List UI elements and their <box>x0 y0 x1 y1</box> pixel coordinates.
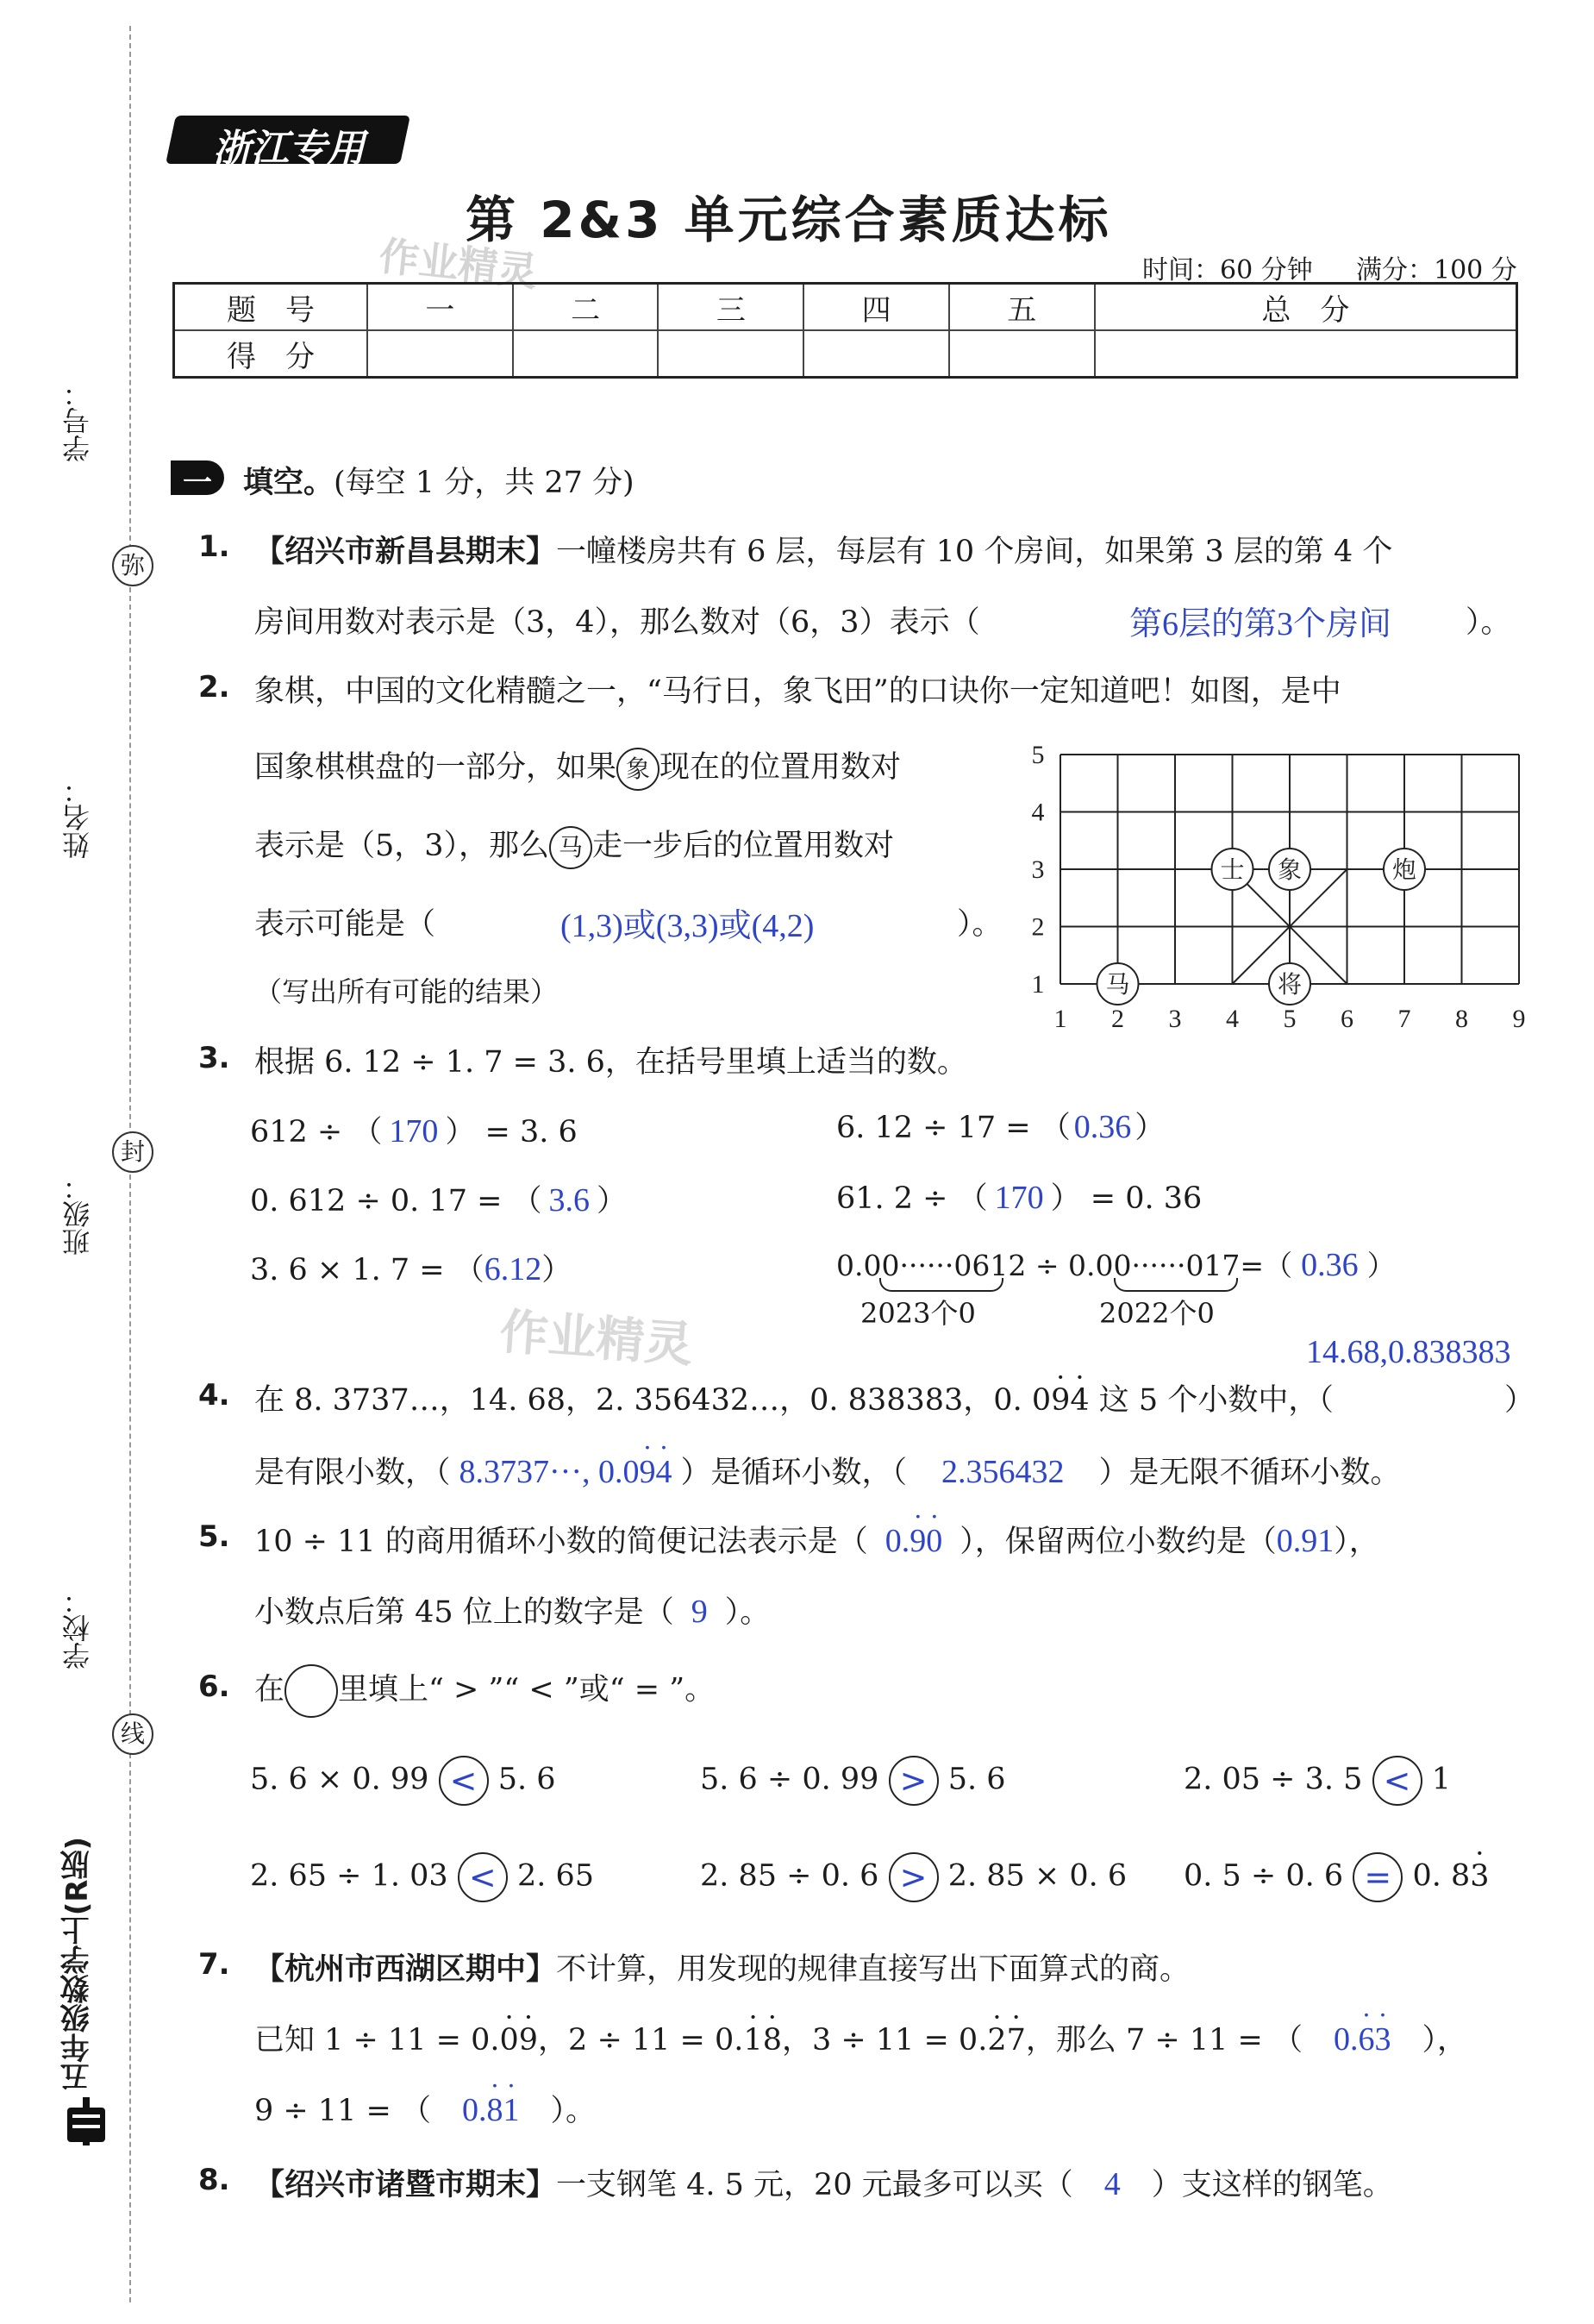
q5-answer-1-dot2: 0 · <box>926 1523 942 1559</box>
q8-answer[interactable]: 4 <box>1103 2166 1121 2202</box>
q3-eq5-pre: 3. 6 × 1. 7 = （ <box>250 1253 484 1287</box>
q4-dot-digit-2: 4 · <box>1070 1383 1089 1418</box>
q3-eq1-pre: 612 ÷ （ <box>250 1115 383 1149</box>
score-header-cell: 一 <box>367 284 513 331</box>
q2-number: 2. <box>198 670 230 705</box>
q7-d1a: 0 · <box>499 2023 518 2058</box>
chess-piece-label: 炮 <box>1391 855 1417 884</box>
q4-number: 4. <box>198 1378 230 1413</box>
q3-ans5[interactable]: 6.12 <box>484 1251 542 1287</box>
q7-line1 <box>254 1945 1190 1989</box>
q4-text1c: ） <box>1504 1383 1535 1418</box>
score-header-cell: 四 <box>803 284 949 331</box>
q3-number: 3. <box>198 1041 230 1075</box>
board-x-label: 7 <box>1397 1005 1411 1033</box>
seal-feng: 封 <box>112 1131 153 1173</box>
q4-answer-2-dot2: 4 · <box>655 1454 672 1490</box>
score-table <box>172 282 1518 379</box>
q1-text1: 一幢楼房共有 6 层，每层有 10 个房间，如果第 3 层的第 4 个 <box>556 535 1393 569</box>
board-y-label: 2 <box>1031 912 1045 942</box>
q5-text1c: ）， <box>1334 1525 1379 1559</box>
q7-d3b: 7 · <box>1007 2023 1026 2058</box>
q1-answer[interactable]: 第6层的第3个房间 <box>1129 606 1392 642</box>
q2-text4a: 表示可能是（ <box>254 907 436 942</box>
score-cell[interactable] <box>367 330 513 378</box>
q7-text3a: 9 ÷ 11 = （ <box>254 2094 431 2128</box>
board-y-label: 1 <box>1031 970 1045 999</box>
chess-piece-label: 将 <box>1277 970 1303 999</box>
q3-ans2[interactable]: 0.36 <box>1073 1109 1132 1145</box>
q3-eq5 <box>250 1246 572 1289</box>
chess-piece-label: 象 <box>1277 855 1303 884</box>
score-header-cell: 五 <box>949 284 1095 331</box>
q4-text2b: ）是循环小数，（ <box>680 1456 907 1490</box>
q6-item-4-compare[interactable]: < <box>458 1852 508 1902</box>
q3-ans3[interactable]: 3.6 <box>548 1182 591 1218</box>
q6-item-1-compare[interactable]: < <box>439 1756 489 1806</box>
q2-text3a: 表示是（5，3），那么 <box>254 829 550 863</box>
q2-line2 <box>254 743 901 791</box>
seal-mi: 弥 <box>112 545 153 586</box>
q6-item-2-right: 5. 6 <box>947 1762 1006 1797</box>
score-header-cell: 三 <box>658 284 803 331</box>
board-x-label: 8 <box>1455 1005 1468 1033</box>
q3-eq2 <box>836 1104 1165 1147</box>
q6-item-5-left: 2. 85 ÷ 0. 6 <box>700 1858 879 1894</box>
q3-brace-label-2: 2022个0 <box>1099 1297 1215 1330</box>
q4-answer-top[interactable]: 14.68,0.838383 <box>1306 1334 1511 1370</box>
q6-item-4-left: 2. 65 ÷ 1. 03 <box>250 1858 448 1894</box>
side-label-banji: 班级： <box>61 1173 94 1256</box>
q5-answer-1[interactable] <box>868 1523 960 1559</box>
board-y-label: 5 <box>1031 741 1045 769</box>
q7-line3 <box>254 2087 596 2130</box>
section-title <box>243 459 634 502</box>
q4-text2a: 是有限小数，（ <box>254 1456 451 1490</box>
q3-eq4-pre: 61. 2 ÷ （ <box>836 1181 988 1216</box>
seal-xian: 线 <box>112 1713 153 1755</box>
score-header-cell: 题 号 <box>174 284 368 331</box>
q4-text2c: ）是无限不循环小数。 <box>1098 1456 1401 1490</box>
q8-number: 8. <box>198 2163 230 2197</box>
q5-answer-3[interactable]: 9 <box>691 1594 708 1630</box>
q2-text5: （写出所有可能的结果） <box>254 975 559 1008</box>
region-badge-text: 浙江专用 <box>213 127 365 171</box>
exam-full-score: 满分：100 分 <box>1356 255 1517 285</box>
q6-number: 6. <box>198 1669 230 1704</box>
q7-answer-1-main: 0. <box>1333 2021 1359 2058</box>
side-label-xingming: 姓名： <box>61 776 94 859</box>
q5-answer-1-dot1: 9 · <box>910 1523 926 1559</box>
q3-eq4-post: ） = 0. 36 <box>1050 1181 1203 1216</box>
q2-text3b: 走一步后的位置用数对 <box>592 829 895 863</box>
q7-answer-2-dot2: 1 · <box>503 2092 519 2128</box>
q5-line2 <box>254 1588 770 1632</box>
q6-item-4 <box>250 1852 594 1902</box>
watermark: 作业精灵 <box>377 232 541 296</box>
q4-text1a: 在 8. 3737…，14. 68，2. 356432…，0. 838383，0. 0 <box>254 1383 1052 1418</box>
q6-item-6-compare[interactable]: = <box>1353 1852 1403 1902</box>
board-x-label: 4 <box>1226 1005 1239 1033</box>
q6-item-5-compare[interactable]: > <box>889 1852 939 1902</box>
q2-line1: 象棋，中国的文化精髓之一，“马行日，象飞田”的口诀你一定知道吧！如图，是中 <box>254 674 1341 709</box>
q5-text2a: 小数点后第 45 位上的数字是（ <box>254 1595 674 1630</box>
score-cell[interactable] <box>1095 330 1517 378</box>
q4-answer-2-main: 8.3737···, 0.0 <box>459 1454 640 1490</box>
q7-d2b: 8 · <box>763 2023 782 2058</box>
page-title: 第 2&3 单元综合素质达标 <box>466 191 1112 249</box>
q5-text1b: ），保留两位小数约是（ <box>960 1525 1277 1559</box>
board-x-label: 3 <box>1168 1005 1182 1033</box>
q6-item-2 <box>700 1756 1006 1806</box>
q4-text1b: 这 5 个小数中，（ <box>1098 1383 1334 1418</box>
q3-eq3-post: ） <box>597 1184 628 1218</box>
score-cell[interactable] <box>658 330 803 378</box>
score-table-header-row <box>174 284 1517 331</box>
q8-tag: 【绍兴市诸暨市期末】 <box>254 2167 557 2202</box>
q3-ans4[interactable]: 170 <box>994 1180 1044 1216</box>
q6-stem-a: 在 <box>254 1672 285 1707</box>
q5-number: 5. <box>198 1519 230 1554</box>
q7-text2e: ）， <box>1422 2023 1467 2058</box>
q2-text2b: 现在的位置用数对 <box>659 750 902 785</box>
board-x-label: 9 <box>1512 1005 1526 1033</box>
board-y-label: 3 <box>1031 855 1045 884</box>
chess-piece-label: 士 <box>1220 855 1245 884</box>
q3-ans1[interactable]: 170 <box>389 1113 439 1149</box>
q3-ans6[interactable]: 0.36 <box>1301 1247 1359 1283</box>
q7-text2b: ，2 ÷ 11 = 0. <box>538 2023 744 2058</box>
q6-item-6 <box>1184 1852 1490 1902</box>
q3-eq2-post: ） <box>1135 1111 1166 1145</box>
board-y-label: 4 <box>1031 798 1045 827</box>
q3-eq6-pre: 0.00······0612 ÷ 0.00······017=（ <box>836 1249 1293 1282</box>
q3-eq1 <box>250 1108 578 1151</box>
side-book-title: 五年级数学上(R版) <box>60 1837 95 2092</box>
section-mark-text: 一 <box>183 466 212 500</box>
q8-text1b: ）支这样的钢笔。 <box>1151 2168 1393 2202</box>
q6-item-5-right: 2. 85 × 0. 6 <box>947 1858 1128 1894</box>
q2-line3 <box>254 822 894 869</box>
q4-dot-digit-1: 9 · <box>1051 1383 1070 1418</box>
q4-line1 <box>254 1376 1334 1419</box>
q8-line1 <box>254 2161 1393 2204</box>
q6-item-3 <box>1184 1756 1451 1806</box>
board-x-label: 2 <box>1111 1005 1124 1033</box>
q2-answer[interactable]: (1,3)或(3,3)或(4,2) <box>560 908 815 944</box>
q2-text2a: 国象棋棋盘的一部分，如果 <box>254 750 617 785</box>
q7-d1b: 9 · <box>519 2023 538 2058</box>
score-cell[interactable] <box>803 330 949 378</box>
q3-stem: 根据 6. 12 ÷ 1. 7 = 3. 6，在括号里填上适当的数。 <box>254 1045 967 1080</box>
q4-answer-3[interactable]: 2.356432 <box>941 1454 1065 1490</box>
q6-item-6-left: 0. 5 ÷ 0. 6 <box>1184 1858 1344 1894</box>
q1-text2a: 房间用数对表示是（3，4），那么数对（6，3）表示（ <box>254 605 980 640</box>
piece-ma-inline: 马 <box>549 826 592 869</box>
watermark-2: 作业精灵 <box>497 1304 695 1374</box>
q3-brace-label-1: 2023个0 <box>860 1297 976 1330</box>
q7-text1: 不计算，用发现的规律直接写出下面算式的商。 <box>556 1952 1191 1987</box>
exam-time: 时间：60 分钟 <box>1142 255 1313 285</box>
q6-stem-b: 里填上“ > ”“ < ”或“ = ”。 <box>338 1672 716 1707</box>
q1-line1 <box>254 528 1392 571</box>
q6-item-1 <box>250 1756 556 1806</box>
board-x-label: 5 <box>1283 1005 1297 1033</box>
q7-number: 7. <box>198 1947 230 1982</box>
q6-item-1-right: 5. 6 <box>497 1762 556 1797</box>
section-note: (每空 1 分，共 27 分) <box>334 466 634 500</box>
side-label-xuexiao: 学校： <box>61 1587 94 1669</box>
q7-tag: 【杭州市西湖区期中】 <box>254 1951 557 1987</box>
q6-item-1-left: 5. 6 × 0. 99 <box>250 1762 429 1797</box>
chess-board <box>1026 737 1543 1048</box>
q7-d3a: 2 · <box>987 2023 1006 2058</box>
q7-text2c: ，3 ÷ 11 = 0. <box>781 2023 988 2058</box>
q7-line2 <box>254 2016 1467 2059</box>
q3-brace-2 <box>1114 1278 1238 1292</box>
score-table-score-row <box>174 330 1517 378</box>
q3-eq1-post: ） = 3. 6 <box>445 1115 578 1149</box>
q7-d2a: 1 · <box>743 2023 762 2058</box>
q3-eq6-post: ） <box>1366 1249 1396 1282</box>
score-header-cell: 总 分 <box>1095 284 1517 331</box>
q5-text1a: 10 ÷ 11 的商用循环小数的简便记法表示是（ <box>254 1525 868 1559</box>
q7-text2a: 已知 1 ÷ 11 = 0. <box>254 2023 500 2058</box>
q3-eq2-pre: 6. 12 ÷ 17 = （ <box>836 1111 1071 1145</box>
q6-item-5 <box>700 1852 1127 1902</box>
q5-answer-1-main: 0. <box>885 1523 910 1559</box>
q7-answer-2-dot1: 8 · <box>486 2092 503 2128</box>
score-cell[interactable] <box>513 330 659 378</box>
q7-answer-2-main: 0. <box>461 2092 487 2128</box>
q3-brace-1 <box>879 1278 1003 1292</box>
q5-text2b: ）。 <box>724 1595 771 1630</box>
q4-answer-2[interactable] <box>451 1454 681 1490</box>
q3-eq3-pre: 0. 612 ÷ 0. 17 = （ <box>250 1184 542 1218</box>
q3-eq3 <box>250 1177 627 1220</box>
section-title-text: 填空。 <box>243 466 334 500</box>
q6-item-6-dot: 3 · <box>1470 1859 1489 1894</box>
piece-xiang-inline: 象 <box>616 748 659 791</box>
side-label-xuehao: 学号： <box>61 379 94 462</box>
q4-line2 <box>254 1449 1401 1492</box>
q6-item-2-compare[interactable]: > <box>889 1756 939 1806</box>
book-logo-icon <box>60 2095 112 2147</box>
q1-tag: 【绍兴市新昌县期末】 <box>254 534 557 569</box>
q6-item-2-left: 5. 6 ÷ 0. 99 <box>700 1762 879 1797</box>
q6-item-3-compare[interactable]: < <box>1372 1756 1422 1806</box>
q6-blank-circle-icon <box>284 1664 338 1718</box>
board-x-label: 6 <box>1341 1005 1353 1033</box>
score-header-cell: 二 <box>513 284 659 331</box>
q1-number: 1. <box>198 529 230 564</box>
q1-text2b: ）。 <box>1466 605 1511 640</box>
q7-text2d: ，那么 7 ÷ 11 = （ <box>1025 2023 1303 2058</box>
q6-item-6-right: 0. 8 <box>1412 1858 1471 1894</box>
q5-line1 <box>254 1518 1379 1561</box>
q6-stem <box>254 1664 715 1718</box>
q7-text3b: ）。 <box>550 2094 596 2128</box>
q6-item-4-right: 2. 65 <box>516 1858 595 1894</box>
chess-piece-label: 马 <box>1105 970 1130 999</box>
q3-eq5-post: ） <box>541 1253 572 1287</box>
q8-text1a: 一支钢笔 4. 5 元，20 元最多可以买（ <box>556 2168 1073 2202</box>
q4-answer-2-dot1: 9 · <box>639 1454 655 1490</box>
q3-eq4 <box>836 1175 1202 1218</box>
q7-answer-2[interactable] <box>431 2092 551 2128</box>
q6-item-3-right: 1 <box>1431 1762 1451 1797</box>
q7-answer-1-dot2: 3 · <box>1374 2021 1391 2058</box>
q5-answer-2[interactable]: 0.91 <box>1276 1523 1335 1559</box>
score-cell[interactable] <box>949 330 1095 378</box>
score-row-label: 得 分 <box>174 330 368 378</box>
q6-item-3-left: 2. 05 ÷ 3. 5 <box>1184 1762 1363 1797</box>
q2-text4b: ）。 <box>957 907 1003 942</box>
board-x-label: 1 <box>1053 1005 1067 1033</box>
q7-answer-1[interactable] <box>1303 2021 1422 2058</box>
q7-answer-1-dot1: 6 · <box>1358 2021 1374 2058</box>
